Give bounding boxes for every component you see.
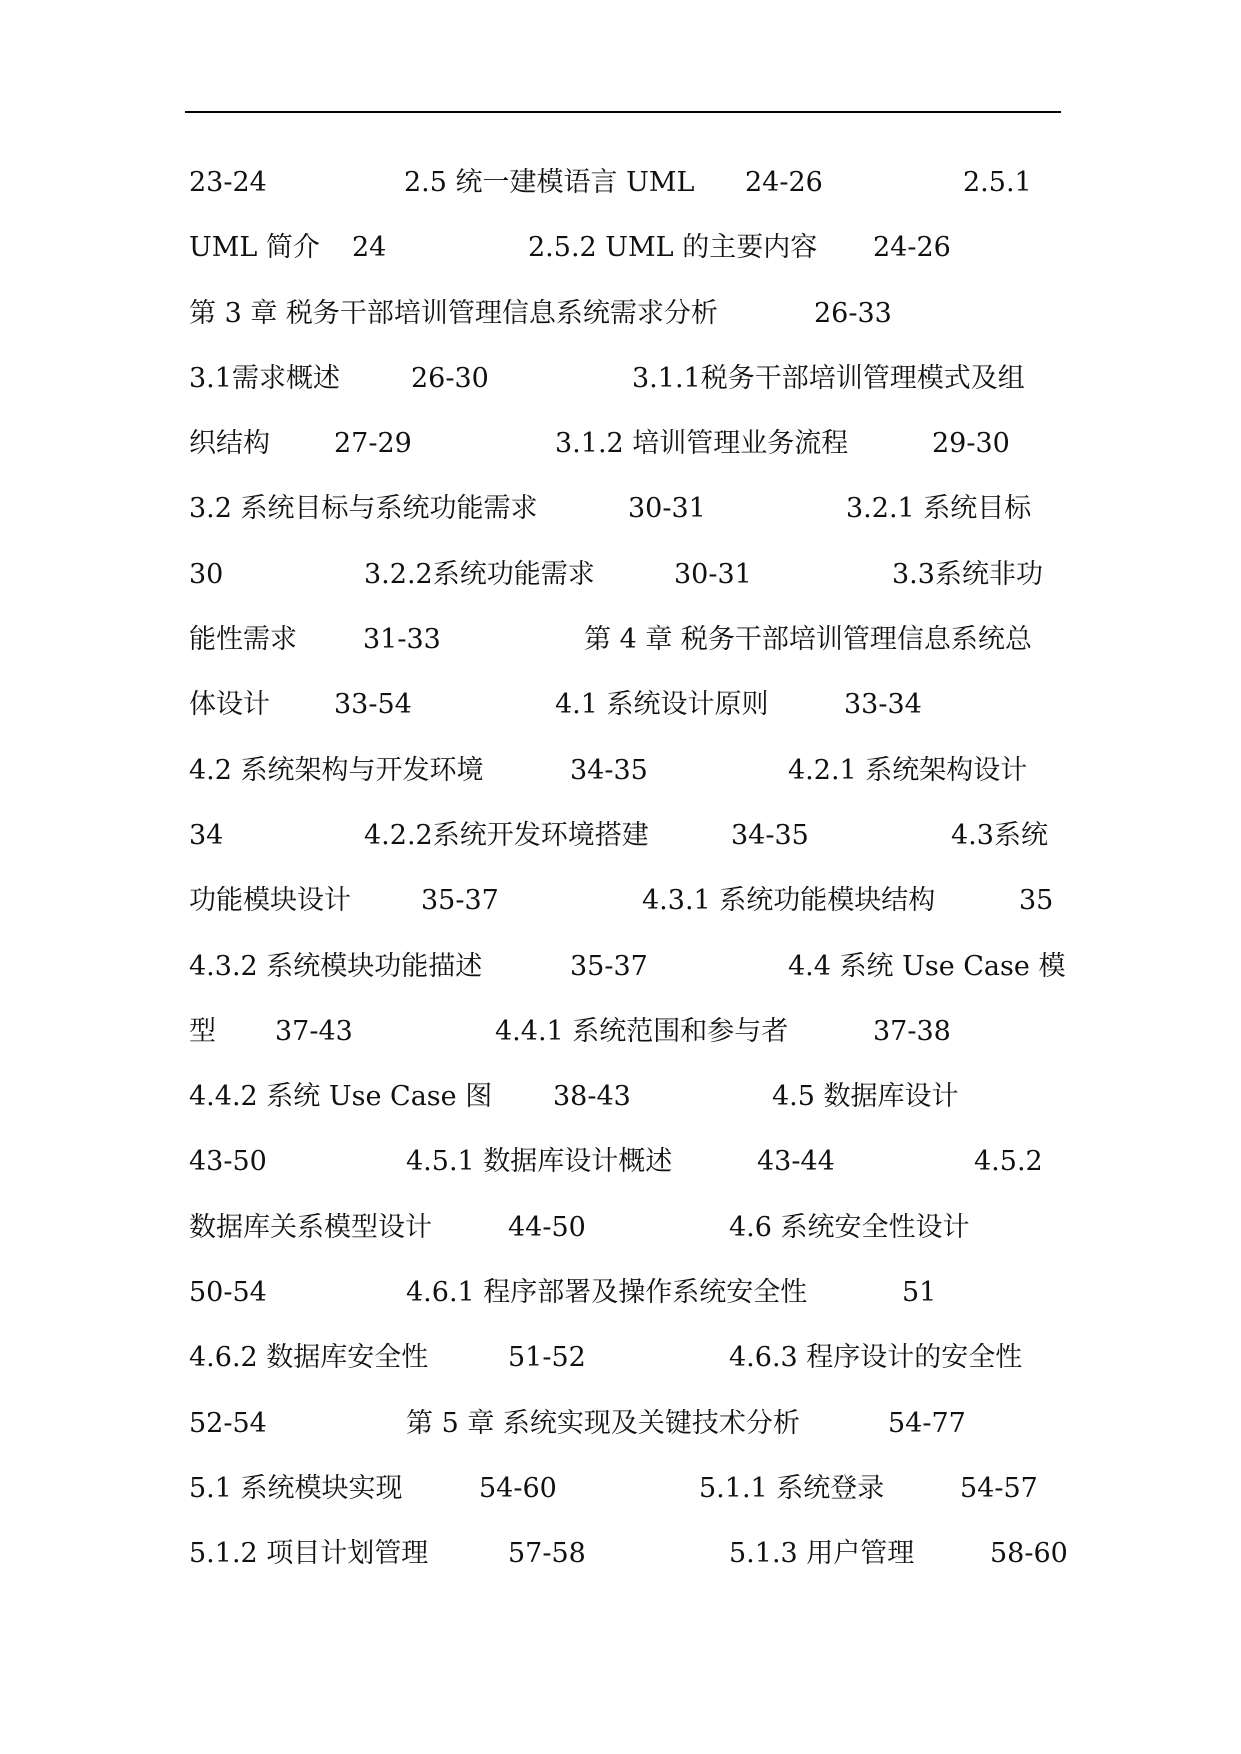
toc-line [189,1396,1069,1461]
toc-entry: 4.4 系统 Use Case 模 [788,950,1066,982]
toc-chapter: 第 3 章 税务干部培训管理信息系统需求分析 [189,297,718,329]
toc-line [189,939,1069,1004]
toc-entry: 4.6 系统安全性设计 [729,1211,970,1243]
toc-line [189,1069,1069,1134]
toc-page-range: 24 [352,232,387,264]
toc-line [189,155,1069,220]
toc-entry: 4.2.1 系统架构设计 [788,754,1028,786]
toc-entry: 3.1.2 培训管理业务流程 [555,428,849,460]
toc-entry: 4.6.2 数据库安全性 [189,1342,429,1374]
toc-line [189,1265,1069,1330]
toc-entry: 4.5.1 数据库设计概述 [406,1146,673,1178]
toc-page-range: 54-77 [888,1407,966,1439]
toc-page-range: 37-43 [275,1015,353,1047]
toc-line [189,547,1069,612]
toc-page-range: 31-33 [363,624,441,656]
toc-page-range: 54-60 [479,1472,557,1504]
toc-line [189,351,1069,416]
toc-page-range: 29-30 [932,428,1010,460]
toc-entry: 体设计 [189,689,270,721]
toc-entry: 3.3系统非功 [892,558,1043,590]
toc-line [189,1461,1069,1526]
toc-page-range: 44-50 [508,1211,586,1243]
toc-page-range: 51-52 [508,1342,586,1374]
toc-entry: 2.5.2 UML 的主要内容 [528,232,818,264]
toc-entry: 4.4.2 系统 Use Case 图 [189,1081,493,1113]
toc-line [189,677,1069,742]
toc-line [189,808,1069,873]
toc-line [189,743,1069,808]
toc-entry: 4.2 系统架构与开发环境 [189,754,484,786]
toc-entry: 5.1.2 项目计划管理 [189,1538,429,1570]
toc-chapter: 第 4 章 税务干部培训管理信息系统总 [584,624,1032,656]
toc-entry: 4.2.2系统开发环境搭建 [364,819,649,851]
toc-entry: 4.4.1 系统范围和参与者 [495,1015,789,1047]
toc-line [189,1200,1069,1265]
toc-entry: 4.3系统 [951,819,1048,851]
toc-entry: 数据库关系模型设计 [189,1211,432,1243]
toc-page-range: 24-26 [745,167,823,198]
toc-entry: 5.1.3 用户管理 [729,1538,915,1570]
toc-line [189,220,1069,285]
toc-line [189,416,1069,481]
toc-page-range: 58-60 [990,1538,1068,1570]
header-rule [185,111,1061,113]
toc-entry: 5.1.1 系统登录 [699,1472,885,1504]
toc-page-range: 37-38 [873,1015,951,1047]
toc-entry: 2.5 统一建模语言 UML [404,167,695,198]
toc-page-range: 30-31 [628,493,706,525]
toc-page-range: 26-33 [814,297,892,329]
toc-page-range: 52-54 [189,1407,267,1439]
toc-entry: 4.6.3 程序设计的安全性 [729,1342,1023,1374]
toc-entry: 4.3.2 系统模块功能描述 [189,950,483,982]
toc-entry: 3.2 系统目标与系统功能需求 [189,493,538,525]
toc-page-range: 50-54 [189,1277,267,1309]
toc-line [189,286,1069,351]
toc-page-range: 30 [189,558,224,590]
toc-page-range: 43-44 [757,1146,835,1178]
toc-line [189,873,1069,938]
toc-entry: 3.2.1 系统目标 [846,493,1032,525]
toc-page-range: 33-34 [844,689,922,721]
toc-line [189,1004,1069,1069]
toc-entry: 织结构 [189,428,270,460]
toc-page-range: 24-26 [873,232,951,264]
toc-page-range: 33-54 [334,689,412,721]
toc-page-range: 35 [1019,885,1054,917]
toc-entry: 4.6.1 程序部署及操作系统安全性 [406,1277,808,1309]
toc-line [189,612,1069,677]
toc-page-range: 30-31 [674,558,752,590]
toc-page-range: 34-35 [570,754,648,786]
toc-entry: 5.1 系统模块实现 [189,1472,403,1504]
toc-entry: 功能模块设计 [189,885,351,917]
toc-page-range: 51 [902,1277,937,1309]
toc-entry: 3.1需求概述 [189,362,340,394]
toc-line [189,1134,1069,1199]
toc-entry: 4.5 数据库设计 [772,1081,959,1113]
toc-entry: UML 简介 [189,232,320,264]
toc-chapter: 第 5 章 系统实现及关键技术分析 [406,1407,800,1439]
table-of-contents [189,155,1069,1592]
toc-entry: 型 [189,1015,216,1047]
toc-entry: 3.1.1税务干部培训管理模式及组 [632,362,1025,394]
toc-line [189,1330,1069,1395]
toc-line [189,1526,1069,1591]
toc-page-range: 54-57 [960,1472,1038,1504]
toc-page-range: 35-37 [570,950,648,982]
toc-line [189,481,1069,546]
toc-page-range: 35-37 [421,885,499,917]
toc-entry: 4.3.1 系统功能模块结构 [642,885,936,917]
toc-page-range: 57-58 [508,1538,586,1570]
toc-entry: 4.1 系统设计原则 [555,689,769,721]
toc-page-range: 34-35 [731,819,809,851]
toc-entry: 3.2.2系统功能需求 [364,558,595,590]
toc-entry: 2.5.1 [963,167,1032,198]
toc-page-range: 26-30 [411,362,489,394]
toc-entry: 4.5.2 [974,1146,1043,1178]
toc-page-range: 43-50 [189,1146,267,1178]
toc-page-range: 23-24 [189,167,267,198]
toc-page-range: 27-29 [334,428,412,460]
toc-page-range: 38-43 [553,1081,631,1113]
toc-page-range: 34 [189,819,224,851]
toc-entry: 能性需求 [189,624,297,656]
